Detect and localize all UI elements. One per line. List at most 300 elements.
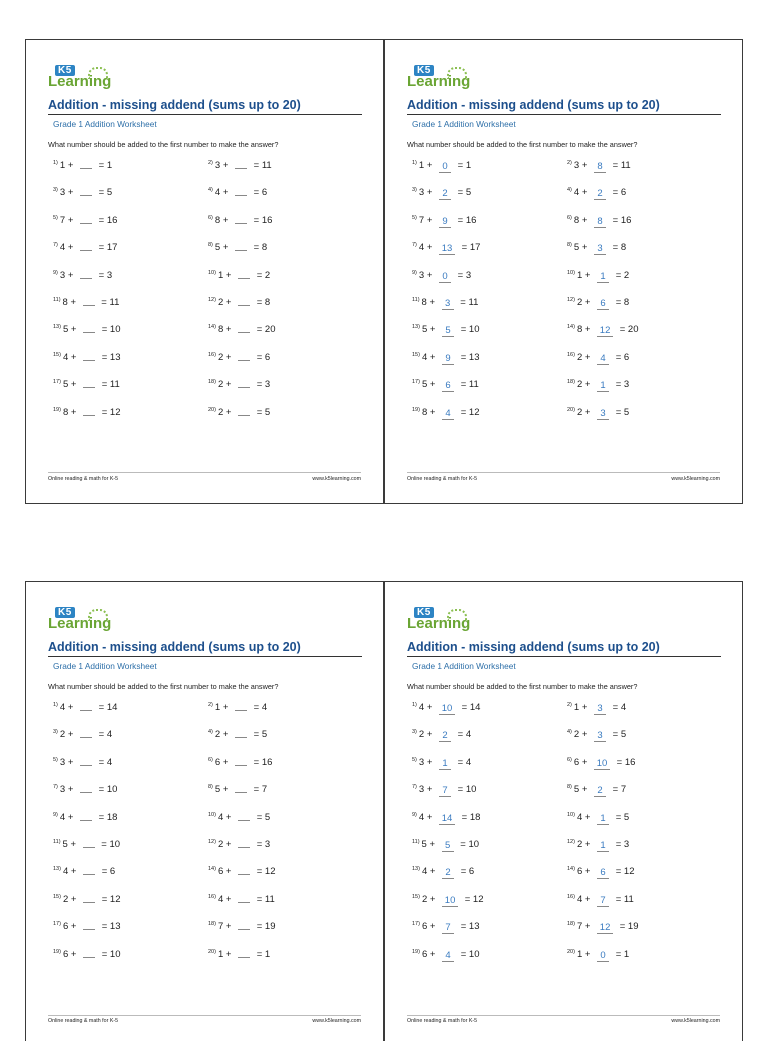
- problem-number: 2): [567, 702, 572, 708]
- logo-ks-badge: K5: [414, 607, 434, 618]
- problem-item: $^{11)}$ 8 + 3 = 11: [412, 297, 479, 309]
- problem-item: $^{19)}$ 8 + = 12: [53, 404, 120, 419]
- answer-blank[interactable]: [83, 863, 95, 875]
- worksheet-instruction: What number should be added to the first number to make the answer?: [48, 682, 279, 691]
- k5-learning-logo: [407, 66, 477, 90]
- problem-item: $^{11)}$ 5 + = 10: [53, 836, 120, 851]
- addend-first: 8: [217, 324, 224, 336]
- answer-value: 6: [597, 867, 609, 879]
- answer-blank[interactable]: [238, 918, 250, 930]
- problem-number: 18): [208, 921, 216, 928]
- sum-value: 11: [264, 893, 275, 905]
- problem-item: $^{9)}$ 4 + 14 = 18: [412, 811, 481, 824]
- answer-blank[interactable]: [238, 809, 250, 821]
- addend-first: 3: [418, 784, 425, 796]
- problem-number: 11): [412, 839, 420, 845]
- addend-first: 2: [576, 379, 583, 391]
- answer-blank[interactable]: [235, 699, 247, 711]
- answer-value: 7: [439, 785, 451, 797]
- sum-value: 10: [109, 948, 121, 960]
- sum-value: 5: [623, 406, 630, 418]
- answer-value: 0: [439, 271, 451, 283]
- addend-first: 4: [59, 702, 66, 713]
- sum-value: 5: [264, 406, 271, 418]
- problem-number: 18): [567, 379, 575, 386]
- problem-item: $^{11)}$ 5 + 5 = 10: [412, 839, 480, 851]
- problem-item: $^{6)}$ 8 + 8 = 16: [567, 214, 632, 227]
- problem-item: $^{9)}$ 3 + 0 = 3: [412, 269, 472, 282]
- answer-blank[interactable]: [83, 891, 95, 903]
- problem-number: 16): [208, 893, 216, 900]
- problem-item: $^{7)}$ 3 + 7 = 10: [412, 784, 477, 797]
- addend-first: 5: [62, 379, 69, 391]
- problem-number: 15): [412, 893, 420, 900]
- addend-first: 4: [217, 893, 224, 905]
- problem-item: $^{19)}$ 8 + 4 = 12: [412, 406, 480, 419]
- logo-word: Learning: [48, 73, 112, 90]
- problem-number: 8): [208, 784, 213, 791]
- answer-blank[interactable]: [238, 267, 250, 279]
- addend-first: 4: [214, 187, 221, 199]
- answer-value: 5: [442, 325, 454, 337]
- addend-first: 8: [214, 214, 221, 226]
- addend-first: 2: [576, 297, 583, 308]
- problem-item: $^{8)}$ 5 + 3 = 8: [567, 242, 627, 255]
- worksheet-1: [25, 39, 384, 504]
- problem-number: 8): [567, 242, 572, 249]
- problem-item: $^{4)}$ 2 + = 5: [208, 726, 267, 741]
- footer-website: www.k5learning.com: [312, 1018, 361, 1024]
- problem-item: $^{14)}$ 8 + 12 = 20: [567, 324, 639, 337]
- sum-value: 6: [620, 187, 627, 199]
- sum-value: 6: [109, 866, 116, 878]
- answer-blank[interactable]: [238, 294, 250, 306]
- sum-value: 11: [261, 160, 272, 171]
- sum-value: 3: [465, 269, 472, 281]
- problem-number: 12): [208, 297, 216, 303]
- problem-number: 20): [208, 948, 216, 955]
- answer-blank[interactable]: [238, 321, 250, 333]
- sum-value: 11: [468, 297, 479, 308]
- problem-item: $^{1)}$ 1 + 0 = 1: [412, 160, 472, 172]
- answer-blank[interactable]: [83, 946, 95, 958]
- logo-word: Learning: [407, 73, 471, 90]
- answer-blank[interactable]: [80, 809, 92, 821]
- problem-item: $^{8)}$ 5 + 2 = 7: [567, 784, 627, 797]
- addend-first: 4: [217, 811, 224, 823]
- problem-item: $^{17)}$ 5 + = 11: [53, 376, 120, 391]
- answer-blank[interactable]: [235, 239, 247, 251]
- problem-item: $^{15)}$ 4 + = 13: [53, 349, 120, 364]
- problem-number: 18): [567, 921, 575, 928]
- addend-first: 5: [421, 324, 428, 336]
- addend-first: 4: [59, 811, 66, 823]
- answer-blank[interactable]: [235, 726, 247, 738]
- addend-first: 2: [576, 839, 583, 850]
- answer-value: 5: [442, 840, 454, 852]
- k5-learning-logo: [48, 608, 118, 632]
- sum-value: 14: [106, 702, 118, 713]
- worksheet-title: Addition - missing addend (sums up to 20): [407, 640, 721, 657]
- sum-value: 4: [465, 729, 472, 741]
- problem-number: 6): [208, 756, 213, 763]
- problem-number: 2): [208, 702, 213, 708]
- problem-item: $^{2)}$ 3 + 8 = 11: [567, 160, 631, 172]
- worksheet-subtitle: Grade 1 Addition Worksheet: [412, 119, 516, 129]
- answer-blank[interactable]: [80, 699, 92, 711]
- answer-value: 3: [594, 730, 606, 742]
- answer-value: 9: [442, 353, 454, 365]
- answer-value: 1: [597, 271, 609, 283]
- problem-item: $^{6)}$ 6 + 10 = 16: [567, 756, 636, 769]
- problem-number: 14): [567, 324, 575, 331]
- problem-item: $^{12)}$ 2 + = 3: [208, 836, 270, 851]
- sum-value: 1: [264, 948, 271, 960]
- addend-first: 4: [573, 187, 580, 199]
- addend-first: 1: [418, 160, 425, 171]
- addend-first: 6: [421, 948, 428, 960]
- problem-item: $^{8)}$ 5 + = 8: [208, 239, 267, 254]
- problem-item: $^{12)}$ 2 + 1 = 3: [567, 839, 630, 851]
- problem-number: 5): [53, 756, 58, 763]
- sum-value: 11: [620, 160, 631, 171]
- addend-first: 2: [418, 729, 425, 741]
- addend-first: 8: [62, 406, 69, 418]
- footer-divider: [48, 1015, 361, 1016]
- addend-first: 1: [217, 948, 224, 960]
- addend-first: 4: [59, 242, 66, 254]
- problem-item: $^{5)}$ 3 + = 4: [53, 754, 112, 769]
- problem-item: $^{5)}$ 7 + = 16: [53, 212, 117, 227]
- sum-value: 13: [468, 921, 480, 933]
- answer-value: 3: [597, 408, 609, 420]
- answer-blank[interactable]: [80, 212, 92, 224]
- problem-item: $^{17)}$ 6 + = 13: [53, 918, 120, 933]
- answer-blank[interactable]: [235, 184, 247, 196]
- sum-value: 12: [264, 866, 276, 878]
- sum-value: 3: [106, 269, 113, 281]
- sum-value: 6: [623, 351, 630, 363]
- sum-value: 10: [468, 839, 480, 850]
- problem-item: $^{8)}$ 5 + = 7: [208, 781, 267, 796]
- answer-blank[interactable]: [238, 891, 250, 903]
- addend-first: 8: [573, 214, 580, 226]
- problem-item: $^{7)}$ 4 + 13 = 17: [412, 242, 481, 255]
- sum-value: 7: [620, 784, 627, 796]
- sum-value: 10: [468, 948, 480, 960]
- answer-blank[interactable]: [238, 376, 250, 388]
- problem-item: $^{10)}$ 1 + 1 = 2: [567, 269, 630, 282]
- footer-tagline: Online reading & math for K-5: [407, 1018, 478, 1024]
- problem-number: 3): [53, 187, 58, 194]
- worksheet-title: Addition - missing addend (sums up to 20): [48, 98, 362, 115]
- addend-first: 1: [214, 702, 221, 713]
- answer-blank[interactable]: [83, 918, 95, 930]
- sum-value: 10: [109, 324, 121, 336]
- addend-first: 4: [418, 702, 425, 713]
- sum-value: 10: [468, 324, 480, 336]
- logo-word: Learning: [48, 615, 112, 632]
- answer-blank[interactable]: [238, 863, 250, 875]
- problem-number: 1): [412, 160, 417, 166]
- addend-first: 6: [62, 921, 69, 933]
- problem-number: 5): [412, 756, 417, 763]
- sum-value: 16: [261, 756, 273, 768]
- problem-number: 14): [208, 324, 216, 331]
- addend-first: 4: [576, 811, 583, 823]
- problem-number: 4): [208, 187, 213, 194]
- addend-first: 3: [59, 784, 66, 796]
- answer-value: 3: [594, 703, 606, 715]
- problem-number: 19): [412, 406, 420, 413]
- problem-item: $^{5)}$ 3 + 1 = 4: [412, 756, 472, 769]
- sum-value: 12: [472, 893, 484, 905]
- problem-number: 6): [567, 756, 572, 763]
- answer-value: 4: [442, 408, 454, 420]
- problem-number: 11): [53, 297, 61, 303]
- sum-value: 12: [468, 406, 480, 418]
- sum-value: 4: [465, 756, 472, 768]
- problem-item: $^{13)}$ 5 + 5 = 10: [412, 324, 480, 337]
- addend-first: 5: [421, 379, 428, 391]
- problem-number: 3): [53, 729, 58, 736]
- sum-value: 2: [623, 269, 630, 281]
- problem-item: $^{14)}$ 6 + 6 = 12: [567, 866, 635, 879]
- answer-blank[interactable]: [80, 781, 92, 793]
- sum-value: 12: [109, 406, 121, 418]
- answer-value: 13: [439, 243, 455, 255]
- problem-item: $^{2)}$ 3 + = 11: [208, 157, 272, 172]
- answer-blank[interactable]: [83, 836, 95, 848]
- answer-value: 12: [597, 922, 613, 934]
- footer-website: www.k5learning.com: [671, 476, 720, 482]
- addend-first: 6: [62, 948, 69, 960]
- problem-number: 13): [53, 324, 61, 331]
- problem-item: $^{19)}$ 6 + 4 = 10: [412, 948, 480, 961]
- problem-number: 2): [208, 160, 213, 166]
- sum-value: 10: [465, 784, 477, 796]
- addend-first: 7: [217, 921, 224, 933]
- answer-blank[interactable]: [238, 836, 250, 848]
- answer-value: 0: [597, 950, 609, 962]
- answer-blank[interactable]: [235, 157, 247, 169]
- footer-divider: [48, 472, 361, 473]
- problem-item: $^{2)}$ 1 + = 4: [208, 699, 267, 714]
- logo-word: Learning: [407, 615, 471, 632]
- problem-number: 12): [567, 839, 575, 845]
- sum-value: 5: [261, 729, 268, 741]
- problem-grid: [48, 157, 358, 417]
- problem-item: $^{13)}$ 4 + 2 = 6: [412, 866, 475, 879]
- sum-value: 11: [468, 379, 479, 391]
- problem-number: 5): [412, 214, 417, 221]
- worksheet-subtitle: Grade 1 Addition Worksheet: [53, 661, 157, 671]
- answer-blank[interactable]: [238, 349, 250, 361]
- addend-first: 5: [573, 784, 580, 796]
- answer-value: 10: [594, 758, 610, 770]
- problem-item: $^{9)}$ 3 + = 3: [53, 267, 112, 282]
- answer-value: 8: [594, 216, 606, 228]
- problem-number: 13): [53, 866, 61, 873]
- problem-number: 1): [53, 160, 58, 166]
- sum-value: 1: [106, 160, 113, 171]
- sum-value: 7: [261, 784, 268, 796]
- problem-number: 15): [53, 351, 61, 358]
- problem-number: 13): [412, 866, 420, 873]
- problem-number: 10): [567, 269, 575, 276]
- problem-item: $^{16)}$ 4 + = 11: [208, 891, 275, 906]
- problem-item: $^{4)}$ 4 + = 6: [208, 184, 267, 199]
- problem-item: $^{2)}$ 1 + 3 = 4: [567, 702, 627, 714]
- problem-item: $^{16)}$ 4 + 7 = 11: [567, 893, 634, 906]
- problem-number: 8): [208, 242, 213, 249]
- addend-first: 2: [576, 351, 583, 363]
- answer-blank[interactable]: [83, 349, 95, 361]
- problem-item: $^{20)}$ 1 + 0 = 1: [567, 948, 630, 961]
- problem-number: 3): [412, 729, 417, 736]
- problem-item: $^{10)}$ 4 + = 5: [208, 809, 270, 824]
- problem-number: 3): [412, 187, 417, 194]
- problem-item: $^{7)}$ 3 + = 10: [53, 781, 117, 796]
- problem-item: $^{1)}$ 4 + = 14: [53, 699, 117, 714]
- answer-value: 4: [442, 950, 454, 962]
- sum-value: 6: [264, 351, 271, 363]
- sum-value: 5: [106, 187, 113, 199]
- footer-divider: [407, 1015, 720, 1016]
- problem-item: $^{20)}$ 2 + = 5: [208, 404, 270, 419]
- logo-ks-badge: K5: [55, 65, 75, 76]
- logo-ks-badge: K5: [414, 65, 434, 76]
- problem-number: 19): [53, 406, 61, 413]
- answer-blank[interactable]: [238, 404, 250, 416]
- sum-value: 13: [109, 921, 121, 933]
- addend-first: 8: [62, 297, 68, 308]
- problem-number: 9): [53, 269, 58, 276]
- answer-value: 12: [597, 325, 613, 337]
- problem-item: $^{3)}$ 3 + 2 = 5: [412, 187, 472, 200]
- problem-number: 17): [53, 921, 61, 928]
- problem-item: $^{3)}$ 2 + = 4: [53, 726, 112, 741]
- answer-blank[interactable]: [80, 267, 92, 279]
- addend-first: 1: [576, 269, 583, 281]
- sum-value: 16: [261, 214, 273, 226]
- problem-item: $^{10)}$ 4 + 1 = 5: [567, 811, 630, 824]
- sum-value: 4: [106, 756, 113, 768]
- addend-first: 3: [59, 269, 66, 281]
- answer-value: 4: [597, 353, 609, 365]
- answer-blank[interactable]: [83, 376, 95, 388]
- answer-blank[interactable]: [235, 781, 247, 793]
- answer-blank[interactable]: [80, 726, 92, 738]
- answer-blank[interactable]: [83, 321, 95, 333]
- problem-item: $^{7)}$ 4 + = 17: [53, 239, 117, 254]
- answer-value: 2: [594, 188, 606, 200]
- sum-value: 8: [261, 242, 268, 254]
- problem-item: $^{4)}$ 2 + 3 = 5: [567, 729, 627, 742]
- addend-first: 4: [62, 351, 69, 363]
- problem-item: $^{9)}$ 4 + = 18: [53, 809, 117, 824]
- sum-value: 16: [465, 214, 477, 226]
- problem-item: $^{13)}$ 5 + = 10: [53, 321, 120, 336]
- sum-value: 4: [261, 702, 268, 713]
- problem-number: 20): [567, 406, 575, 413]
- answer-blank[interactable]: [80, 239, 92, 251]
- addend-first: 8: [576, 324, 583, 336]
- problem-item: $^{1)}$ 4 + 10 = 14: [412, 702, 481, 714]
- footer-tagline: Online reading & math for K-5: [48, 1018, 119, 1024]
- problem-number: 19): [53, 948, 61, 955]
- problem-number: 14): [567, 866, 575, 873]
- sum-value: 1: [465, 160, 472, 171]
- problem-item: $^{15)}$ 4 + 9 = 13: [412, 351, 480, 364]
- k5-learning-logo: [407, 608, 477, 632]
- addend-first: 5: [573, 242, 580, 254]
- sum-value: 5: [264, 811, 271, 823]
- problem-number: 7): [53, 242, 58, 249]
- problem-number: 14): [208, 866, 216, 873]
- addend-first: 2: [217, 351, 224, 363]
- problem-number: 10): [208, 811, 216, 818]
- problem-number: 2): [567, 160, 572, 166]
- answer-blank[interactable]: [235, 212, 247, 224]
- answer-blank[interactable]: [235, 754, 247, 766]
- answer-value: 6: [597, 298, 609, 310]
- answer-value: 14: [439, 813, 455, 825]
- problem-number: 11): [412, 297, 420, 303]
- answer-blank[interactable]: [80, 184, 92, 196]
- problem-number: 5): [53, 214, 58, 221]
- addend-first: 1: [576, 948, 583, 960]
- problem-item: $^{15)}$ 2 + = 12: [53, 891, 120, 906]
- answer-value: 10: [442, 895, 458, 907]
- worksheet-title: Addition - missing addend (sums up to 20): [48, 640, 362, 657]
- addend-first: 6: [421, 921, 428, 933]
- addend-first: 2: [573, 729, 580, 741]
- sum-value: 4: [620, 702, 627, 713]
- answer-value: 2: [442, 867, 454, 879]
- problem-item: $^{6)}$ 8 + = 16: [208, 212, 272, 227]
- problem-item: $^{16)}$ 2 + = 6: [208, 349, 270, 364]
- addend-first: 5: [62, 324, 69, 336]
- answer-value: 2: [439, 188, 451, 200]
- problem-item: $^{20)}$ 1 + = 1: [208, 946, 270, 961]
- addend-first: 7: [59, 214, 66, 226]
- problem-number: 8): [567, 784, 572, 791]
- problem-item: $^{18)}$ 2 + 1 = 3: [567, 379, 630, 392]
- sum-value: 19: [627, 921, 639, 933]
- addend-first: 3: [418, 756, 425, 768]
- answer-blank[interactable]: [80, 754, 92, 766]
- logo-ks-badge: K5: [55, 607, 75, 618]
- problem-item: $^{17)}$ 6 + 7 = 13: [412, 921, 480, 934]
- addend-first: 3: [573, 160, 580, 171]
- worksheet-instruction: What number should be added to the first number to make the answer?: [407, 682, 638, 691]
- answer-value: 1: [597, 380, 609, 392]
- answer-value: 6: [442, 380, 454, 392]
- sum-value: 13: [109, 351, 121, 363]
- problem-number: 17): [53, 379, 61, 386]
- answer-blank[interactable]: [238, 946, 250, 958]
- problem-number: 17): [412, 921, 420, 928]
- answer-blank[interactable]: [83, 404, 95, 416]
- sum-value: 11: [109, 379, 120, 391]
- addend-first: 2: [217, 297, 224, 308]
- answer-value: 0: [439, 161, 451, 173]
- answer-blank[interactable]: [83, 294, 95, 306]
- sum-value: 12: [623, 866, 635, 878]
- answer-blank[interactable]: [80, 157, 92, 169]
- problem-grid: [48, 699, 358, 959]
